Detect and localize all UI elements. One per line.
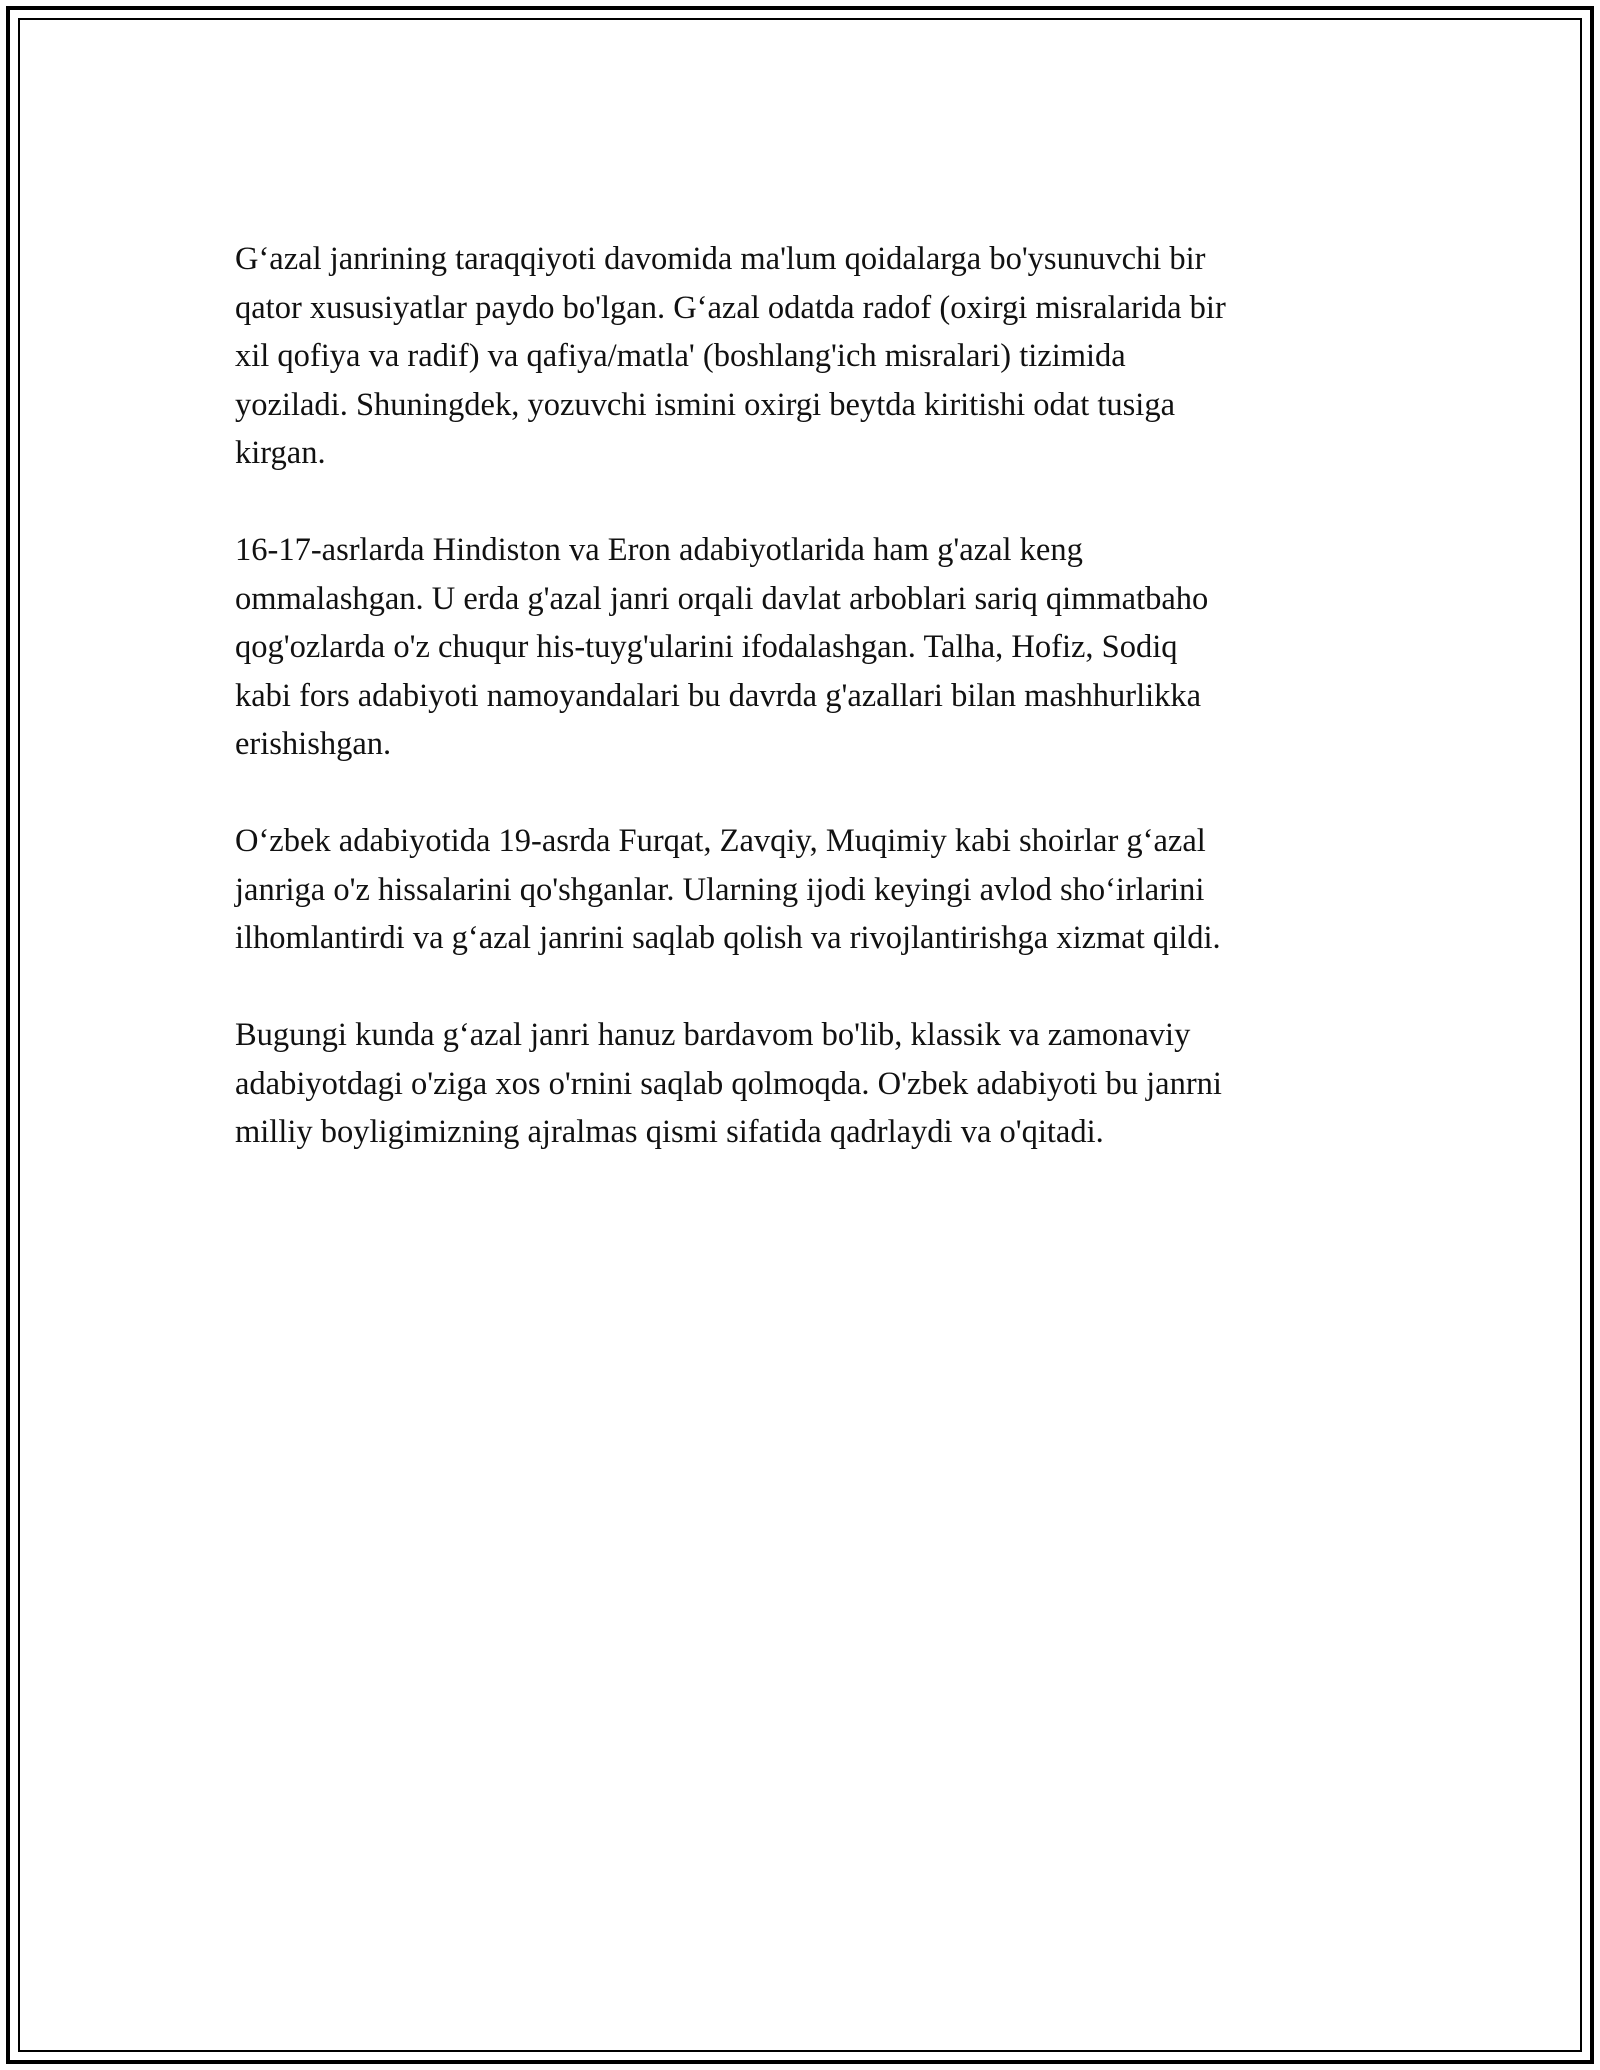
- paragraph-4: Bugungi kunda g‘azal janri hanuz bardavom bo'lib, klassik va zamonaviy adabiyotdagi o'ziga xos o'rnini saqlab qolmoqda. O'zbek adabiyoti bu janrni milliy boyligimizning ajralmas qismi sifatida qadrlaydi va o'qitadi.: [235, 1017, 1222, 1150]
- paragraph-3: O‘zbek adabiyotida 19-asrda Furqat, Zavqiy, Muqimiy kabi shoirlar g‘azal janriga o'z hissalarini qo'shganlar. Ularning ijodi keyingi avlod sho‘irlarini ilhomlantirdi va g‘azal janrini saqlab qolish va rivojlantirishga xizmat qildi.: [235, 823, 1221, 956]
- paragraph-2: 16-17-asrlarda Hindiston va Eron adabiyotlarida ham g'azal keng ommalashgan. U erda g'azal janri orqali davlat arboblari sariq qimmatbaho qog'ozlarda o'z chuqur his-tuyg'ularini ifodalashgan. Talha, Hofiz, Sodiq kabi fors adabiyoti namoyandalari bu davrda g'azallari bilan mashhurlikka erishishgan.: [235, 532, 1209, 762]
- paragraph-1: G‘azal janrining taraqqiyoti davomida ma'lum qoidalarga bo'ysunuvchi bir qator xususiyatlar paydo bo'lgan. G‘azal odatda radof (oxirgi misralarida bir xil qofiya va radif) va qafiya/matla' (boshlang'ich misralari) tizimida yoziladi. Shuningdek, yozuvchi ismini oxirgi beytda kiritishi odat tusiga kirgan.: [235, 241, 1226, 471]
- document-body: [235, 235, 1375, 1205]
